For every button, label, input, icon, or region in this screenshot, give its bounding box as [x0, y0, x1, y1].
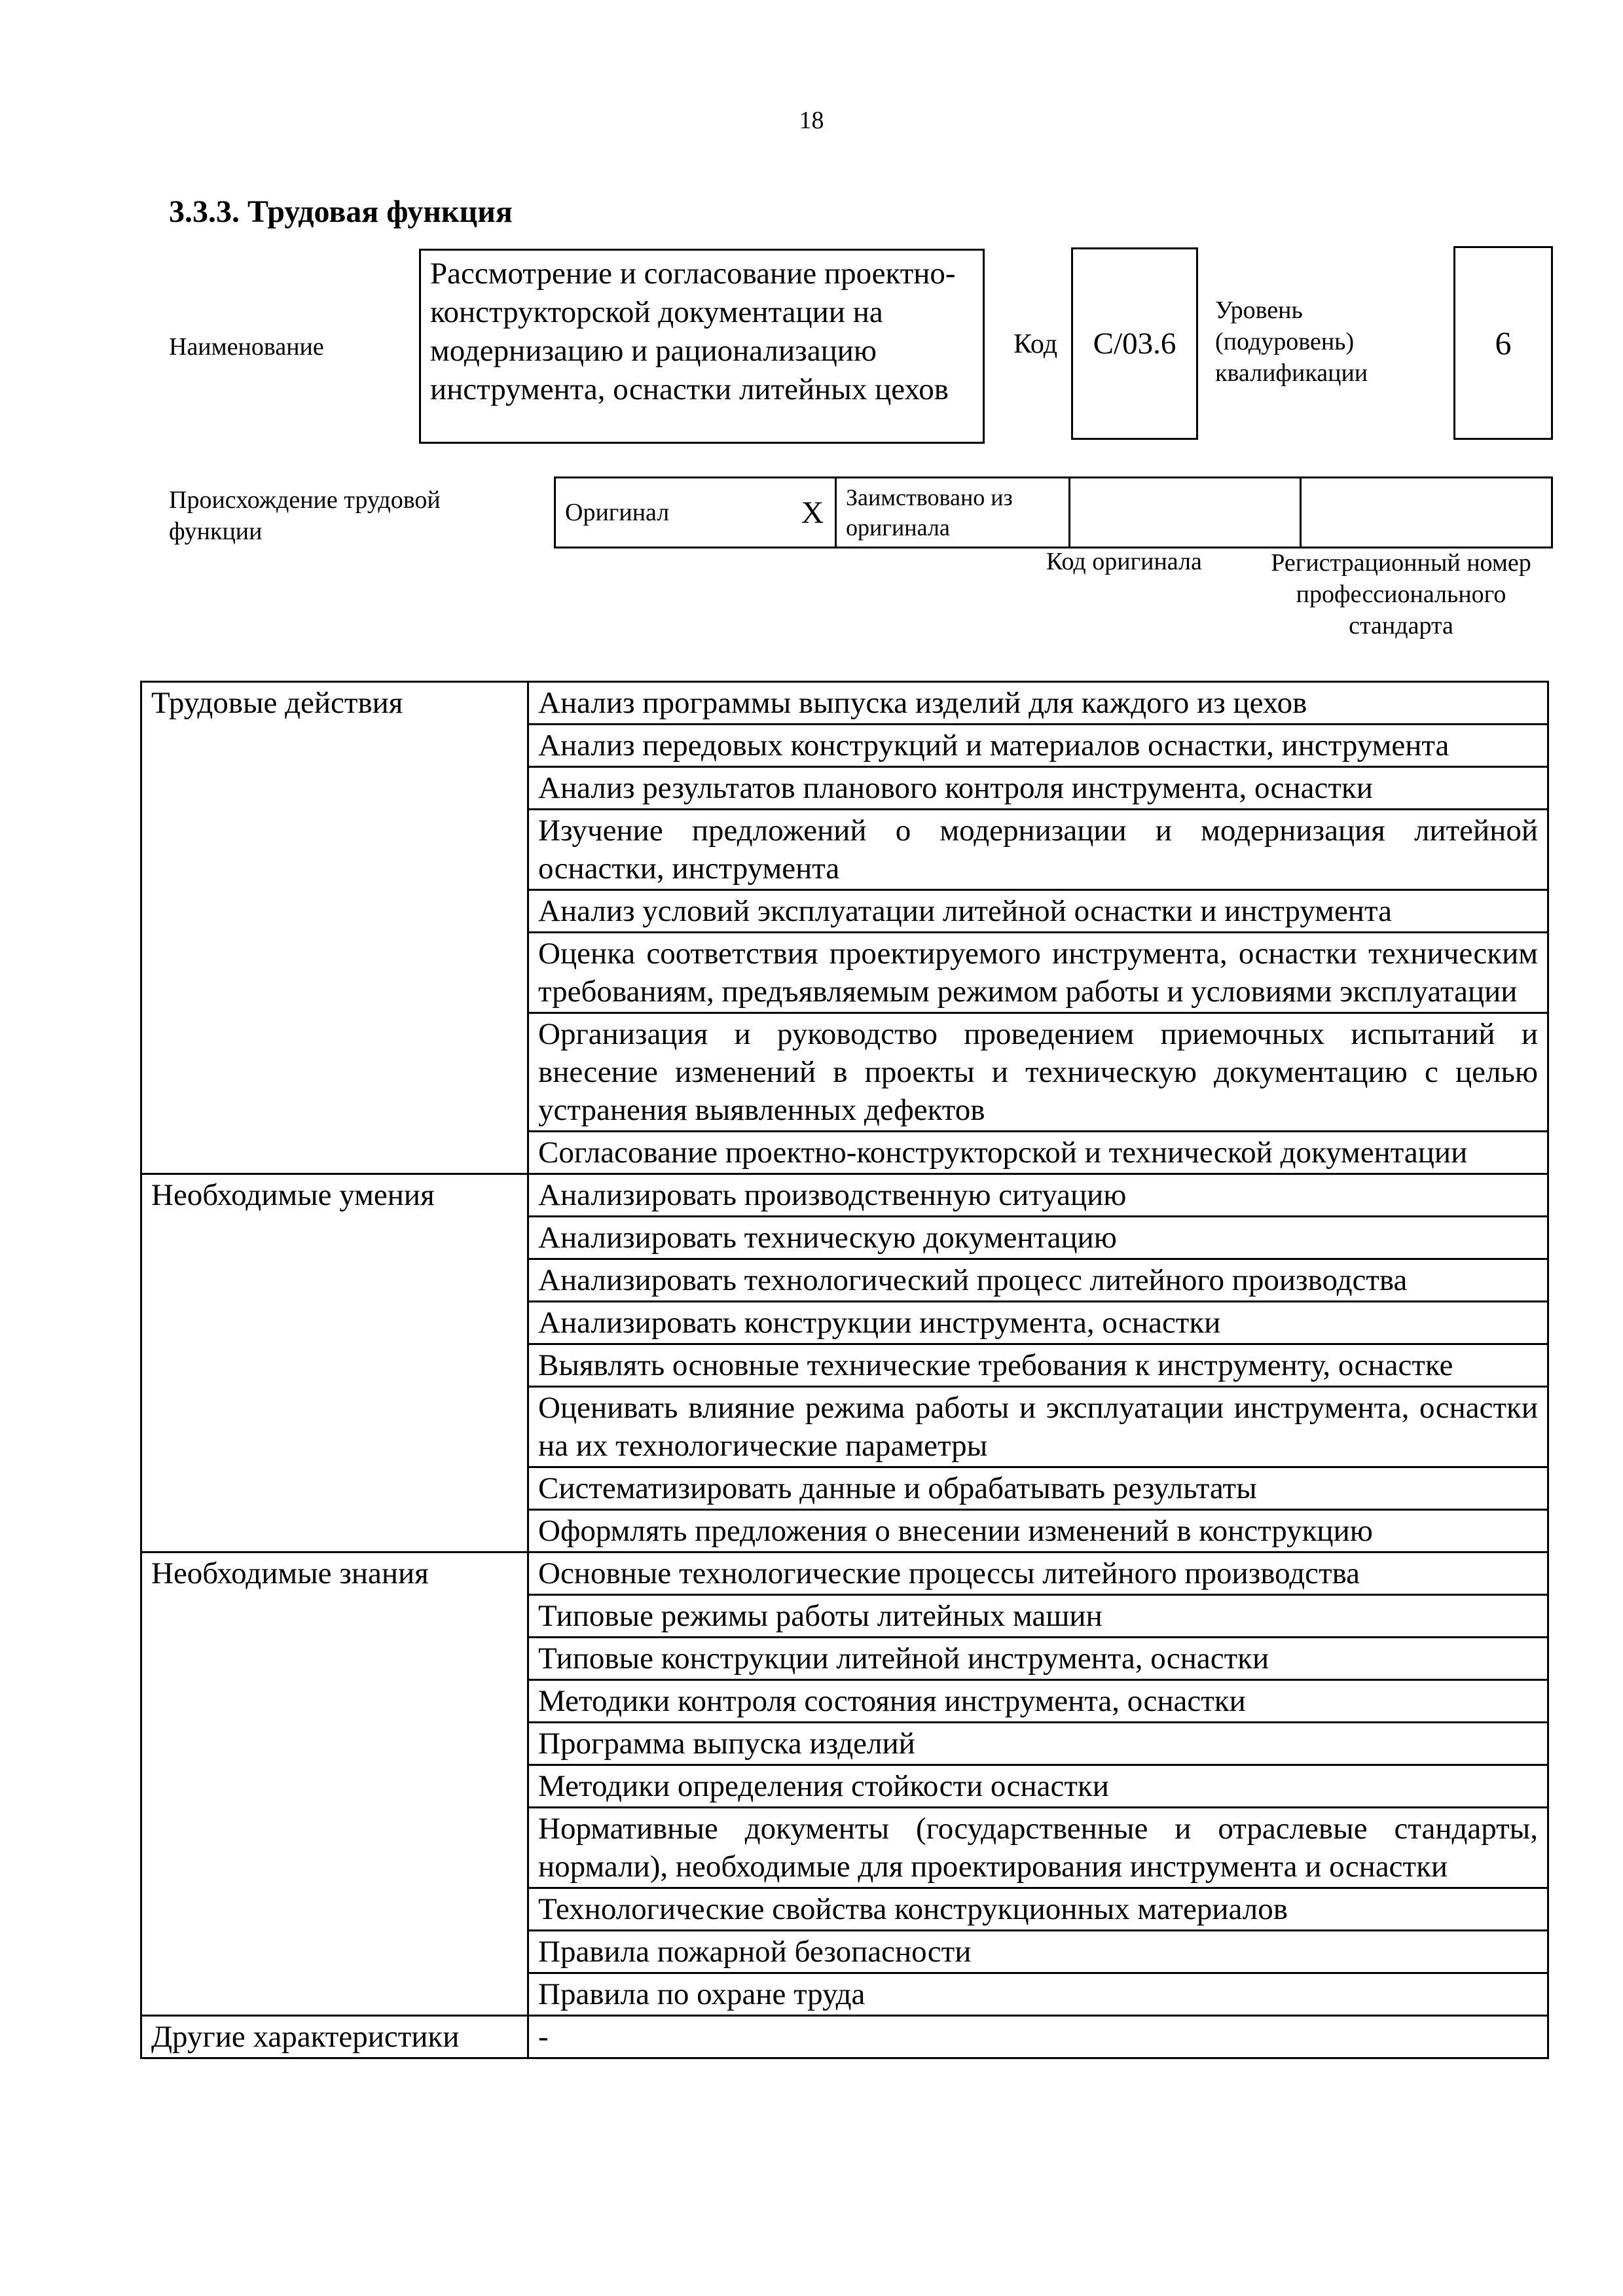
labor-action-item: Согласование проектно-конструкторской и технической документации [528, 1132, 1548, 1174]
original-code-caption: Код оригинала [1046, 548, 1202, 575]
table-row [141, 1174, 1548, 1217]
borrowed-label-line: Заимствовано из [846, 484, 1013, 511]
skill-item: Анализировать технологический процесс литейного производства [528, 1259, 1548, 1302]
original-mark-cell [790, 478, 836, 548]
origin-table [554, 476, 1553, 548]
original-label: Оригинал [565, 499, 670, 526]
skill-item: Выявлять основные технические требования к инструменту, оснастке [528, 1344, 1548, 1387]
level-label [1215, 295, 1368, 389]
reg-number-caption-line: Регистрационный номер [1271, 549, 1531, 577]
skill-item: Анализировать конструкции инструмента, оснастки [528, 1302, 1548, 1344]
labor-action-item: Анализ передовых конструкций и материалов оснастки, инструмента [528, 725, 1548, 767]
knowledge-item: Технологические свойства конструкционных материалов [528, 1888, 1548, 1931]
knowledge-item: Методики контроля состояния инструмента, оснастки [528, 1680, 1548, 1723]
reg-number-cell [1301, 478, 1552, 548]
origin-label-line: Происхождение трудовой [169, 486, 441, 514]
original-code-cell [1070, 478, 1301, 548]
knowledge-item: Нормативные документы (государственные и отраслевые стандарты, нормали), необходимые для проектирования инструмента и оснастки [528, 1808, 1548, 1888]
function-name-box [419, 249, 985, 444]
table-row [141, 1552, 1548, 1595]
reg-number-caption-line: профессионального [1296, 581, 1506, 608]
page-number: 18 [799, 107, 824, 134]
reg-number-caption [1250, 547, 1552, 641]
knowledge-item: Методики определения стойкости оснастки [528, 1765, 1548, 1808]
borrowed-label-line: оригинала [846, 514, 950, 541]
borrowed-cell [836, 478, 1070, 548]
level-label-line: квалификации [1215, 359, 1368, 387]
reg-number-caption-line: стандарта [1349, 612, 1453, 639]
function-details-table [140, 681, 1549, 2059]
skills-label: Необходимые умения [141, 1174, 528, 1552]
other-value: - [528, 2016, 1548, 2058]
table-row [141, 682, 1548, 725]
knowledge-item: Правила по охране труда [528, 1973, 1548, 2016]
labor-action-item: Анализ результатов планового контроля инструмента, оснастки [528, 767, 1548, 810]
code-box [1071, 247, 1198, 440]
level-box [1453, 246, 1553, 440]
other-label: Другие характеристики [141, 2016, 528, 2058]
level-label-line: (подуровень) [1215, 328, 1355, 355]
knowledge-item: Основные технологические процессы литейного производства [528, 1552, 1548, 1595]
level-label-line: Уровень [1215, 296, 1303, 324]
labor-action-item: Изучение предложений о модернизации и модернизация литейной оснастки, инструмента [528, 810, 1548, 890]
knowledge-item: Программа выпуска изделий [528, 1723, 1548, 1765]
labor-action-item: Анализ условий эксплуатации литейной оснастки и инструмента [528, 890, 1548, 933]
skill-item: Оформлять предложения о внесении изменений в конструкцию [528, 1510, 1548, 1552]
labor-actions-label: Трудовые действия [141, 682, 528, 1174]
code-value: С/03.6 [1093, 327, 1176, 361]
knowledge-label: Необходимые знания [141, 1552, 528, 2016]
skill-item: Оценивать влияние режима работы и эксплуатации инструмента, оснастки на их технологические параметры [528, 1387, 1548, 1467]
original-mark: X [801, 495, 824, 530]
knowledge-item: Типовые конструкции литейной инструмента, оснастки [528, 1638, 1548, 1680]
skill-item: Анализировать производственную ситуацию [528, 1174, 1548, 1217]
section-title: 3.3.3. Трудовая функция [169, 194, 513, 229]
labor-action-item: Анализ программы выпуска изделий для каждого из цехов [528, 682, 1548, 725]
level-value: 6 [1495, 325, 1512, 361]
function-name: Рассмотрение и согласование проектно-конструкторской документации на модернизацию и рационализацию инструмента, оснастки литейных цехов [430, 257, 956, 406]
knowledge-item: Типовые режимы работы литейных машин [528, 1595, 1548, 1638]
skill-item: Систематизировать данные и обрабатывать результаты [528, 1467, 1548, 1510]
code-label: Код [1013, 329, 1058, 359]
name-label: Наименование [169, 333, 324, 361]
labor-action-item: Оценка соответствия проектируемого инструмента, оснастки техническим требованиям, предъявляемым режимом работы и условиями эксплуатации [528, 933, 1548, 1013]
origin-label [169, 484, 441, 547]
knowledge-item: Правила пожарной безопасности [528, 1931, 1548, 1973]
labor-action-item: Организация и руководство проведением приемочных испытаний и внесение изменений в проекты и техническую документацию с целью устранения выявленных дефектов [528, 1013, 1548, 1132]
skill-item: Анализировать техническую документацию [528, 1217, 1548, 1259]
table-row [141, 2016, 1548, 2058]
original-cell [555, 478, 791, 548]
origin-label-line: функции [169, 518, 263, 545]
